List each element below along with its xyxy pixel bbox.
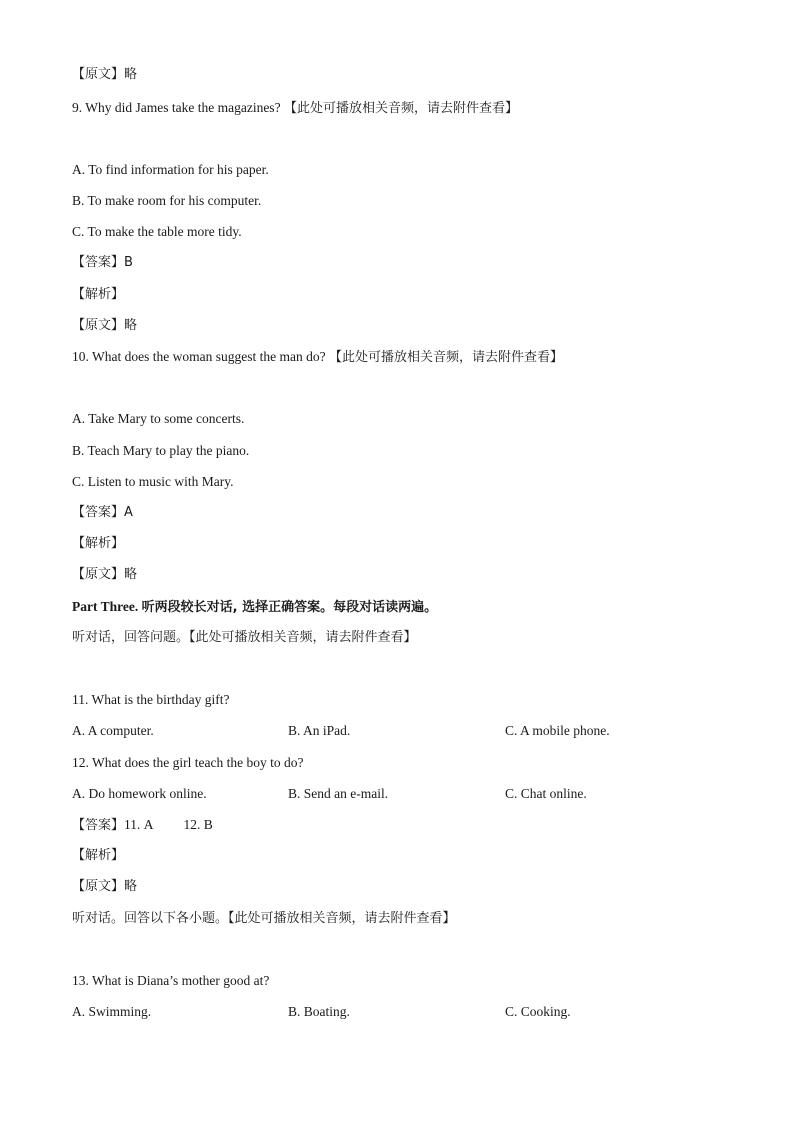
q11-option-b: B. An iPad. (288, 723, 351, 738)
q8-original-note: 【原文】略 (72, 67, 138, 82)
part-three-instruction: 听两段较长对话, 选择正确答案。每段对话读两遍。 (141, 600, 438, 615)
q12-option-b: B. Send an e-mail. (288, 786, 389, 801)
q13-option-c: C. Cooking. (505, 1004, 571, 1019)
q12-option-c: C. Chat online. (505, 786, 587, 801)
q9-original: 【原文】略 (72, 318, 138, 333)
q9-analysis: 【解析】 (72, 287, 125, 302)
q9-answer: 【答案】B (72, 255, 133, 270)
q11-12-answer-label: 【答案】 (72, 818, 125, 833)
q13-option-a: A. Swimming. (72, 1004, 152, 1019)
part-three-heading (72, 598, 734, 617)
q9-option-b: B. To make room for his computer. (72, 193, 262, 208)
section2-audio-link[interactable]: 听对话。回答以下各小题。【此处可播放相关音频，请去附件查看】 (72, 911, 456, 926)
q10-option-c: C. Listen to music with Mary. (72, 474, 234, 489)
q10-original: 【原文】略 (72, 567, 138, 582)
q10-option-b: B. Teach Mary to play the piano. (72, 443, 250, 458)
q10-question-text: 10. What does the woman suggest the man do? (72, 349, 326, 364)
q10-question (72, 348, 734, 367)
q9-question (72, 99, 734, 118)
q9-question-text: 9. Why did James take the magazines? (72, 100, 281, 115)
q13-option-b: B. Boating. (288, 1004, 350, 1019)
q9-option-a: A. To find information for his paper. (72, 162, 269, 177)
q10-audio-link[interactable]: 【此处可播放相关音频，请去附件查看】 (328, 350, 563, 365)
q11-question: 11. What is the birthday gift? (72, 692, 230, 707)
part-three-audio-link[interactable]: 听对话，回答问题。【此处可播放相关音频，请去附件查看】 (72, 630, 417, 645)
q11-option-c: C. A mobile phone. (505, 723, 610, 738)
q11-12-original: 【原文】略 (72, 879, 138, 894)
q12-question: 12. What does the girl teach the boy to do? (72, 755, 304, 770)
q12-option-a: A. Do homework online. (72, 786, 207, 801)
q9-option-c: C. To make the table more tidy. (72, 224, 242, 239)
part-three-label: Part Three. (72, 599, 139, 614)
q10-answer: 【答案】A (72, 505, 133, 520)
q10-analysis: 【解析】 (72, 536, 125, 551)
q11-answer: 11. A (124, 817, 154, 832)
q11-option-a: A. A computer. (72, 723, 154, 738)
q11-12-analysis: 【解析】 (72, 848, 125, 863)
q12-answer: 12. B (183, 817, 213, 832)
q9-audio-link[interactable]: 【此处可播放相关音频，请去附件查看】 (283, 101, 518, 116)
q10-option-a: A. Take Mary to some concerts. (72, 411, 245, 426)
q13-question: 13. What is Diana’s mother good at? (72, 973, 270, 988)
q11-12-answer (72, 816, 734, 835)
